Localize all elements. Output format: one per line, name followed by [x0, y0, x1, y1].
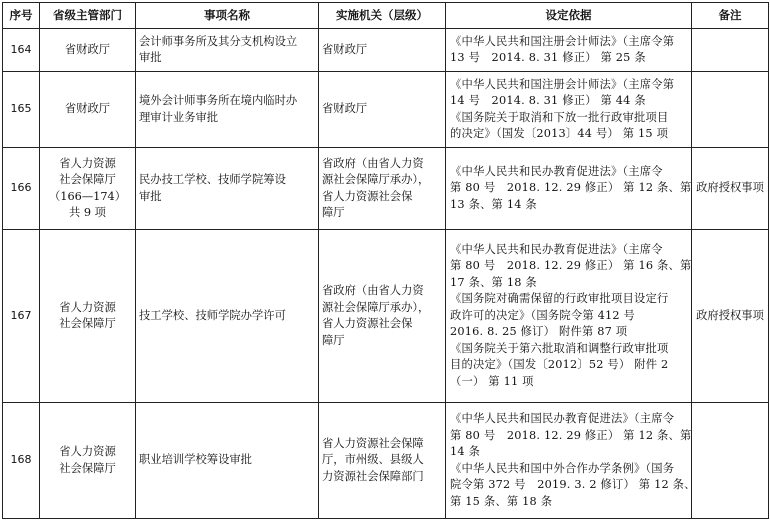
- item-cell: [136, 403, 319, 519]
- row-number: 168: [3, 403, 40, 519]
- header-note: 备注: [692, 3, 769, 29]
- basis-line: 第 80 号 2018. 12. 29 修正） 第 12 条、第: [450, 428, 692, 442]
- basis-line: 17 条、第 18 条: [450, 275, 537, 289]
- agency-cell: [319, 72, 446, 148]
- dept-line: 社会保障厅: [59, 173, 116, 186]
- dept-line: 社会保障厅: [59, 317, 116, 330]
- note-cell: 政府授权事项: [692, 230, 769, 403]
- item-line: 境外会计师事务所在境内临时办: [139, 94, 298, 107]
- header-no: 序号: [3, 3, 40, 29]
- basis-cell: [446, 230, 692, 403]
- basis-line: 《国务院对确需保留的行政审批项目设定行: [450, 292, 669, 306]
- agency-line: 省财政厅: [322, 102, 368, 116]
- basis-cell: [446, 72, 692, 148]
- note-cell: [692, 29, 769, 72]
- basis-line: 《中华人民共和国民办教育促进法》（主席令: [450, 412, 675, 425]
- item-cell: [136, 72, 319, 148]
- agency-line: 源社会保障厅承办），: [322, 300, 430, 314]
- dept-cell: [40, 72, 136, 148]
- table-row: [3, 29, 769, 72]
- agency-line: 省人力资源社会保障: [322, 436, 424, 450]
- basis-cell: [446, 403, 696, 519]
- basis-line: 《国务院关于取消和下放一批行政审批项目: [450, 110, 669, 124]
- row-number: 166: [3, 148, 40, 230]
- basis-line: 《中华人民共和民办教育促进法》（主席令: [450, 164, 663, 178]
- item-line: 理审计业务审批: [139, 110, 219, 124]
- item-line: 审批: [139, 189, 162, 203]
- dept-line: 省财政厅: [64, 42, 111, 56]
- header-dept: 省级主管部门: [40, 3, 136, 29]
- agency-line: 障厅: [322, 333, 345, 347]
- basis-line: 《中华人民共和民办教育促进法》（主席令: [450, 242, 663, 256]
- note-cell: [692, 72, 769, 148]
- basis-line: 第 15 条、第 18 条: [450, 494, 553, 508]
- item-line: 民办技工学校、技师学院筹设: [139, 173, 286, 186]
- header-row: [3, 3, 769, 29]
- agency-line: 省财政厅: [322, 42, 368, 56]
- agency-line: 省政府（由省人力资: [322, 156, 424, 170]
- basis-line: 目的决定》（国发〔2012〕52 号） 附件 2: [450, 358, 669, 372]
- agency-cell: [319, 29, 446, 72]
- basis-line: 2016. 8. 25 修订） 附件第 87 项: [450, 325, 628, 339]
- basis-line: 政许可的决定》（国务院令第 412 号: [450, 308, 636, 322]
- header-basis: 设定依据: [446, 3, 692, 29]
- dept-cell: [40, 148, 136, 230]
- row-number: 165: [3, 72, 40, 148]
- header-agency: 实施机关（层级）: [319, 3, 446, 29]
- dept-line: 省人力资源: [59, 300, 116, 314]
- basis-line: 14 号 2014. 8. 31 修正） 第 44 条: [450, 94, 646, 107]
- agency-line: 源社会保障厅承办），: [322, 173, 430, 186]
- header-item: 事项名称: [136, 3, 319, 29]
- note-cell: [692, 403, 769, 519]
- basis-line: 第 80 号 2018. 12. 29 修正） 第 12 条、第: [450, 181, 692, 195]
- dept-line: 省人力资源: [59, 445, 116, 458]
- agency-cell: [319, 148, 446, 230]
- item-cell: [136, 230, 319, 403]
- basis-cell: [446, 148, 692, 230]
- agency-cell: [319, 230, 446, 403]
- dept-cell: [40, 230, 136, 403]
- dept-line: 共 9 项: [69, 206, 106, 219]
- approval-items-table: [2, 2, 769, 519]
- basis-line: 第 80 号 2018. 12. 29 修正） 第 16 条、第: [450, 259, 692, 273]
- row-number: 164: [3, 29, 40, 72]
- item-cell: [136, 29, 319, 72]
- dept-line: （166—174）: [48, 189, 126, 203]
- table-row: [3, 148, 769, 230]
- row-number: 167: [3, 230, 40, 403]
- basis-line: 《中华人民共和国注册会计师法》（主席令第: [450, 34, 675, 48]
- agency-line: 厅，市州级、县级人: [322, 453, 424, 467]
- basis-cell: [446, 29, 692, 72]
- item-cell: [136, 148, 319, 230]
- table-row: [3, 72, 769, 148]
- dept-line: 省人力资源: [59, 156, 116, 170]
- dept-line: 省财政厅: [64, 102, 111, 116]
- item-line: 会计师事务所及其分支机构设立: [139, 34, 298, 48]
- item-line: 职业培训学校筹设审批: [139, 453, 252, 467]
- agency-line: 障厅: [322, 206, 345, 219]
- item-line: 审批: [139, 51, 162, 64]
- agency-cell: [319, 403, 446, 519]
- basis-line: 《国务院关于第六批取消和调整行政审批项: [450, 341, 669, 355]
- basis-line: 院令第 372 号 2019. 3. 2 修订） 第 12 条、: [450, 478, 696, 491]
- agency-line: 省政府（由省人力资: [322, 284, 424, 297]
- dept-cell: [40, 29, 136, 72]
- agency-line: 力资源社会保障部门: [322, 469, 424, 483]
- basis-line: 《中华人民共和国中外合作办学条例》（国务: [450, 461, 675, 475]
- table-row: [3, 230, 769, 403]
- basis-line: 的决定》（国发〔2013〕44 号） 第 15 项: [450, 127, 669, 140]
- basis-line: 《中华人民共和国注册会计师法》（主席令第: [450, 77, 675, 91]
- basis-line: 13 条、第 14 条: [450, 197, 537, 211]
- basis-line: 13 号 2014. 8. 31 修正） 第 25 条: [450, 51, 646, 64]
- basis-line: 14 条: [450, 445, 481, 458]
- note-cell: 政府授权事项: [692, 148, 769, 230]
- agency-line: 省人力资源社会保: [322, 317, 413, 330]
- table-row: [3, 403, 769, 519]
- item-line: 技工学校、技师学院办学许可: [139, 308, 286, 322]
- dept-cell: [40, 403, 136, 519]
- basis-line: （一） 第 11 项: [450, 374, 534, 388]
- dept-line: 社会保障厅: [59, 461, 116, 475]
- agency-line: 省人力资源社会保: [322, 189, 413, 203]
